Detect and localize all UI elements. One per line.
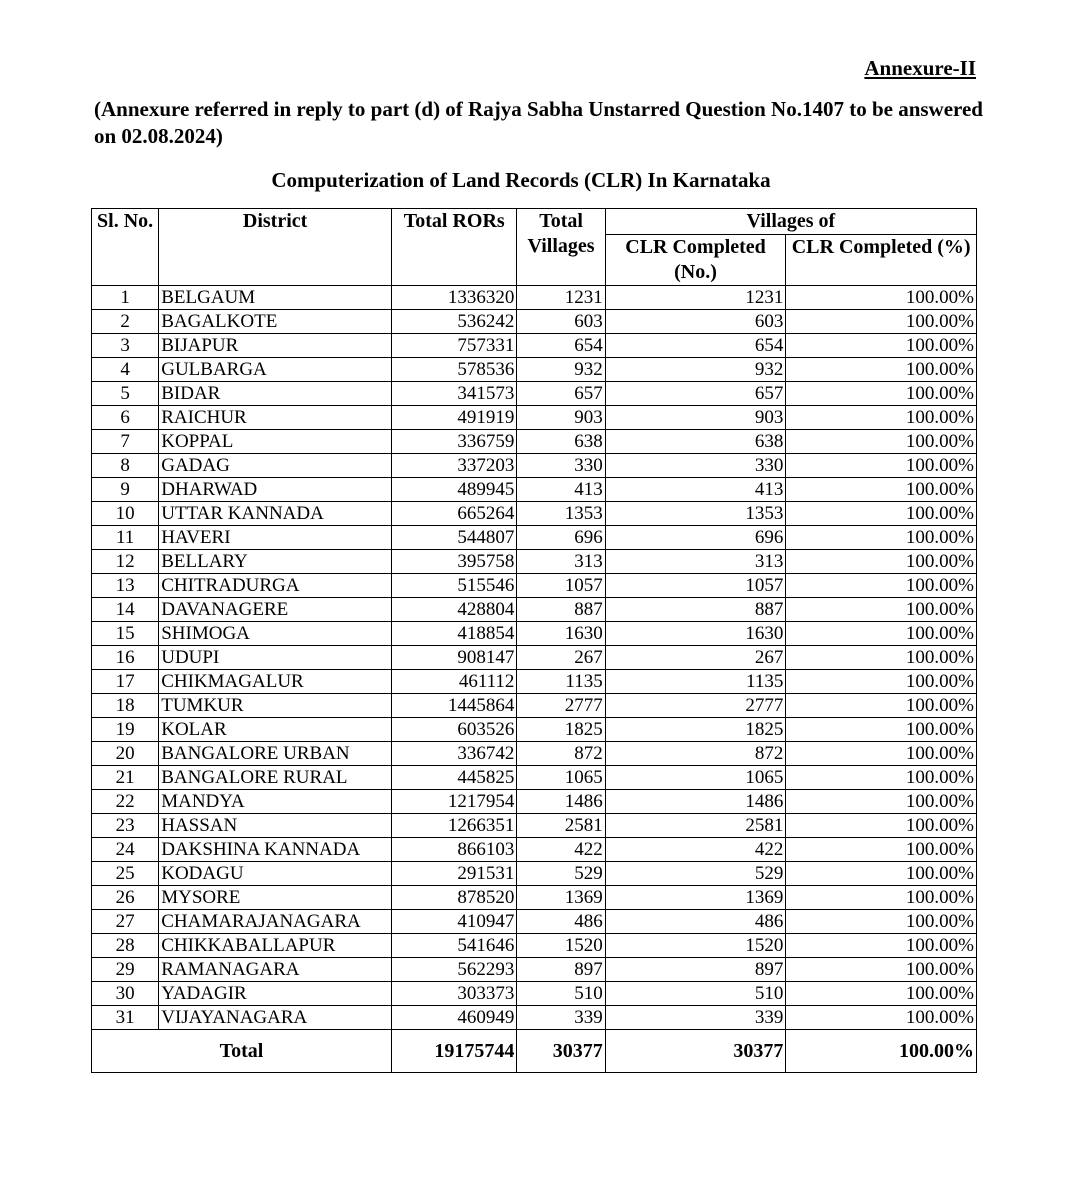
clr-completed-pct-cell: 100.00% <box>786 886 977 910</box>
sl-no-cell: 18 <box>92 694 159 718</box>
district-cell: BELLARY <box>159 550 392 574</box>
sl-no-cell: 9 <box>92 478 159 502</box>
district-cell: GULBARGA <box>159 358 392 382</box>
total-rors-cell: 428804 <box>392 598 517 622</box>
clr-completed-pct-cell: 100.00% <box>786 478 977 502</box>
total-villages-cell: 330 <box>517 454 605 478</box>
clr-completed-no-cell: 339 <box>605 1006 786 1030</box>
sl-no-cell: 8 <box>92 454 159 478</box>
total-villages-cell: 510 <box>517 982 605 1006</box>
district-cell: KOLAR <box>159 718 392 742</box>
reference-note: (Annexure referred in reply to part (d) of Rajya Sabha Unstarred Question No.1407 to be answered on 02.08.2024) <box>94 97 983 148</box>
sl-no-cell: 13 <box>92 574 159 598</box>
total-rors-cell: 536242 <box>392 310 517 334</box>
district-cell: DAKSHINA KANNADA <box>159 838 392 862</box>
district-cell: GADAG <box>159 454 392 478</box>
clr-completed-pct-cell: 100.00% <box>786 574 977 598</box>
sl-no-cell: 2 <box>92 310 159 334</box>
district-cell: RAMANAGARA <box>159 958 392 982</box>
clr-completed-pct-cell: 100.00% <box>786 694 977 718</box>
total-label: Total <box>92 1030 392 1073</box>
table-row <box>92 934 977 958</box>
clr-completed-pct-cell: 100.00% <box>786 598 977 622</box>
sl-no-cell: 29 <box>92 958 159 982</box>
clr-completed-pct-cell: 100.00% <box>786 286 977 310</box>
clr-completed-no-cell: 313 <box>605 550 786 574</box>
total-villages-cell: 696 <box>517 526 605 550</box>
total-rors-cell: 757331 <box>392 334 517 358</box>
clr-completed-no-cell: 932 <box>605 358 786 382</box>
sl-no-cell: 21 <box>92 766 159 790</box>
clr-completed-pct-cell: 100.00% <box>786 982 977 1006</box>
clr-completed-pct-cell: 100.00% <box>786 766 977 790</box>
district-cell: CHAMARAJANAGARA <box>159 910 392 934</box>
table-row <box>92 742 977 766</box>
district-cell: BANGALORE RURAL <box>159 766 392 790</box>
total-rors-cell: 291531 <box>392 862 517 886</box>
district-cell: BIDAR <box>159 382 392 406</box>
total-villages-cell: 1065 <box>517 766 605 790</box>
total-rors-cell: 603526 <box>392 718 517 742</box>
total-clr-pct: 100.00% <box>786 1030 977 1073</box>
table-row <box>92 838 977 862</box>
district-cell: CHIKKABALLAPUR <box>159 934 392 958</box>
clr-completed-pct-cell: 100.00% <box>786 334 977 358</box>
total-villages-cell: 1231 <box>517 286 605 310</box>
sl-no-cell: 23 <box>92 814 159 838</box>
table-row <box>92 310 977 334</box>
total-rors-cell: 445825 <box>392 766 517 790</box>
sl-no-cell: 22 <box>92 790 159 814</box>
clr-completed-no-cell: 1353 <box>605 502 786 526</box>
total-rors-cell: 410947 <box>392 910 517 934</box>
clr-completed-pct-cell: 100.00% <box>786 718 977 742</box>
district-cell: SHIMOGA <box>159 622 392 646</box>
total-rors-cell: 665264 <box>392 502 517 526</box>
clr-completed-no-cell: 1231 <box>605 286 786 310</box>
total-rors-cell: 1445864 <box>392 694 517 718</box>
district-cell: RAICHUR <box>159 406 392 430</box>
total-villages-cell: 1353 <box>517 502 605 526</box>
table-row <box>92 694 977 718</box>
table-row <box>92 454 977 478</box>
total-row <box>92 1030 977 1073</box>
table-row <box>92 406 977 430</box>
table-row <box>92 766 977 790</box>
table-row <box>92 598 977 622</box>
sl-no-cell: 24 <box>92 838 159 862</box>
sl-no-cell: 26 <box>92 886 159 910</box>
district-cell: KOPPAL <box>159 430 392 454</box>
clr-completed-pct-cell: 100.00% <box>786 430 977 454</box>
clr-completed-pct-cell: 100.00% <box>786 670 977 694</box>
total-villages-cell: 1520 <box>517 934 605 958</box>
total-rors-cell: 341573 <box>392 382 517 406</box>
sl-no-cell: 28 <box>92 934 159 958</box>
clr-completed-pct-cell: 100.00% <box>786 790 977 814</box>
sl-no-cell: 4 <box>92 358 159 382</box>
table-row <box>92 622 977 646</box>
total-villages-cell: 872 <box>517 742 605 766</box>
district-cell: UDUPI <box>159 646 392 670</box>
table-row <box>92 574 977 598</box>
clr-completed-no-cell: 2581 <box>605 814 786 838</box>
district-cell: VIJAYANAGARA <box>159 1006 392 1030</box>
clr-table <box>91 208 977 1073</box>
total-rors-cell: 878520 <box>392 886 517 910</box>
total-villages-cell: 529 <box>517 862 605 886</box>
clr-completed-no-cell: 1057 <box>605 574 786 598</box>
clr-completed-no-cell: 696 <box>605 526 786 550</box>
sl-no-cell: 15 <box>92 622 159 646</box>
clr-completed-no-cell: 486 <box>605 910 786 934</box>
total-rors: 19175744 <box>392 1030 517 1073</box>
clr-completed-no-cell: 510 <box>605 982 786 1006</box>
clr-completed-no-cell: 267 <box>605 646 786 670</box>
total-villages-cell: 486 <box>517 910 605 934</box>
clr-completed-pct-cell: 100.00% <box>786 622 977 646</box>
total-rors-cell: 303373 <box>392 982 517 1006</box>
clr-completed-pct-cell: 100.00% <box>786 1006 977 1030</box>
clr-completed-no-cell: 603 <box>605 310 786 334</box>
district-cell: CHIKMAGALUR <box>159 670 392 694</box>
clr-completed-pct-cell: 100.00% <box>786 862 977 886</box>
sl-no-cell: 6 <box>92 406 159 430</box>
sl-no-cell: 25 <box>92 862 159 886</box>
total-villages-cell: 2777 <box>517 694 605 718</box>
clr-completed-no-cell: 872 <box>605 742 786 766</box>
table-row <box>92 982 977 1006</box>
total-villages-cell: 267 <box>517 646 605 670</box>
total-rors-cell: 395758 <box>392 550 517 574</box>
table-row <box>92 790 977 814</box>
total-villages-cell: 422 <box>517 838 605 862</box>
sl-no-cell: 27 <box>92 910 159 934</box>
clr-completed-no-cell: 1486 <box>605 790 786 814</box>
total-villages-cell: 1630 <box>517 622 605 646</box>
clr-completed-pct-cell: 100.00% <box>786 646 977 670</box>
total-villages-cell: 657 <box>517 382 605 406</box>
total-rors-cell: 562293 <box>392 958 517 982</box>
table-row <box>92 814 977 838</box>
table-row <box>92 502 977 526</box>
header-clr-completed-pct: CLR Completed (%) <box>786 235 977 286</box>
table-row <box>92 646 977 670</box>
table-row <box>92 286 977 310</box>
clr-completed-pct-cell: 100.00% <box>786 838 977 862</box>
total-villages-cell: 1486 <box>517 790 605 814</box>
total-rors-cell: 515546 <box>392 574 517 598</box>
total-villages-cell: 638 <box>517 430 605 454</box>
table-row <box>92 910 977 934</box>
clr-completed-no-cell: 330 <box>605 454 786 478</box>
total-clr-no: 30377 <box>605 1030 786 1073</box>
sl-no-cell: 31 <box>92 1006 159 1030</box>
sl-no-cell: 7 <box>92 430 159 454</box>
clr-completed-pct-cell: 100.00% <box>786 454 977 478</box>
total-rors-cell: 337203 <box>392 454 517 478</box>
clr-completed-no-cell: 897 <box>605 958 786 982</box>
sl-no-cell: 3 <box>92 334 159 358</box>
clr-completed-pct-cell: 100.00% <box>786 934 977 958</box>
total-rors-cell: 491919 <box>392 406 517 430</box>
table-row <box>92 718 977 742</box>
clr-completed-no-cell: 1520 <box>605 934 786 958</box>
total-rors-cell: 578536 <box>392 358 517 382</box>
clr-completed-no-cell: 413 <box>605 478 786 502</box>
clr-completed-pct-cell: 100.00% <box>786 382 977 406</box>
sl-no-cell: 17 <box>92 670 159 694</box>
clr-completed-pct-cell: 100.00% <box>786 910 977 934</box>
header-district: District <box>159 209 392 286</box>
clr-completed-no-cell: 529 <box>605 862 786 886</box>
total-rors-cell: 541646 <box>392 934 517 958</box>
district-cell: HASSAN <box>159 814 392 838</box>
clr-completed-pct-cell: 100.00% <box>786 310 977 334</box>
total-villages-cell: 932 <box>517 358 605 382</box>
total-rors-cell: 336742 <box>392 742 517 766</box>
clr-completed-no-cell: 1135 <box>605 670 786 694</box>
clr-completed-pct-cell: 100.00% <box>786 358 977 382</box>
table-row <box>92 478 977 502</box>
total-rors-cell: 544807 <box>392 526 517 550</box>
total-rors-cell: 1336320 <box>392 286 517 310</box>
district-cell: TUMKUR <box>159 694 392 718</box>
total-villages-cell: 413 <box>517 478 605 502</box>
clr-completed-pct-cell: 100.00% <box>786 742 977 766</box>
district-cell: BIJAPUR <box>159 334 392 358</box>
sl-no-cell: 14 <box>92 598 159 622</box>
clr-completed-pct-cell: 100.00% <box>786 958 977 982</box>
sl-no-cell: 1 <box>92 286 159 310</box>
total-villages-cell: 1057 <box>517 574 605 598</box>
table-row <box>92 886 977 910</box>
district-cell: YADAGIR <box>159 982 392 1006</box>
total-villages-cell: 887 <box>517 598 605 622</box>
sl-no-cell: 30 <box>92 982 159 1006</box>
table-row <box>92 526 977 550</box>
table-row <box>92 670 977 694</box>
header-villages-of: Villages of <box>605 209 976 235</box>
clr-completed-pct-cell: 100.00% <box>786 550 977 574</box>
document-title: Computerization of Land Records (CLR) In Karnataka <box>271 168 771 192</box>
total-villages-cell: 339 <box>517 1006 605 1030</box>
district-cell: KODAGU <box>159 862 392 886</box>
table-row <box>92 550 977 574</box>
district-cell: BANGALORE URBAN <box>159 742 392 766</box>
clr-completed-no-cell: 2777 <box>605 694 786 718</box>
table-row <box>92 958 977 982</box>
clr-completed-pct-cell: 100.00% <box>786 502 977 526</box>
table-row <box>92 430 977 454</box>
sl-no-cell: 10 <box>92 502 159 526</box>
table-row <box>92 334 977 358</box>
total-villages-cell: 1135 <box>517 670 605 694</box>
header-total-villages: Total Villages <box>517 209 605 286</box>
clr-completed-pct-cell: 100.00% <box>786 814 977 838</box>
clr-completed-no-cell: 638 <box>605 430 786 454</box>
clr-completed-no-cell: 1630 <box>605 622 786 646</box>
total-villages-cell: 903 <box>517 406 605 430</box>
header-sl-no: Sl. No. <box>92 209 159 286</box>
district-cell: CHITRADURGA <box>159 574 392 598</box>
total-rors-cell: 489945 <box>392 478 517 502</box>
total-villages-cell: 654 <box>517 334 605 358</box>
clr-completed-no-cell: 1825 <box>605 718 786 742</box>
district-cell: HAVERI <box>159 526 392 550</box>
header-clr-completed-no: CLR Completed (No.) <box>605 235 786 286</box>
header-total-rors: Total RORs <box>392 209 517 286</box>
total-villages-cell: 1825 <box>517 718 605 742</box>
total-villages-cell: 313 <box>517 550 605 574</box>
sl-no-cell: 16 <box>92 646 159 670</box>
district-cell: DHARWAD <box>159 478 392 502</box>
district-cell: BELGAUM <box>159 286 392 310</box>
clr-completed-no-cell: 657 <box>605 382 786 406</box>
total-rors-cell: 1266351 <box>392 814 517 838</box>
annexure-label: Annexure-II <box>864 56 976 80</box>
total-villages-cell: 603 <box>517 310 605 334</box>
clr-completed-no-cell: 903 <box>605 406 786 430</box>
clr-completed-no-cell: 654 <box>605 334 786 358</box>
clr-completed-no-cell: 1369 <box>605 886 786 910</box>
clr-completed-pct-cell: 100.00% <box>786 526 977 550</box>
district-cell: BAGALKOTE <box>159 310 392 334</box>
total-villages-cell: 897 <box>517 958 605 982</box>
total-villages-cell: 1369 <box>517 886 605 910</box>
table-row <box>92 382 977 406</box>
total-villages: 30377 <box>517 1030 605 1073</box>
sl-no-cell: 12 <box>92 550 159 574</box>
total-rors-cell: 418854 <box>392 622 517 646</box>
district-cell: MANDYA <box>159 790 392 814</box>
sl-no-cell: 20 <box>92 742 159 766</box>
table-row <box>92 862 977 886</box>
sl-no-cell: 5 <box>92 382 159 406</box>
clr-completed-no-cell: 422 <box>605 838 786 862</box>
district-cell: MYSORE <box>159 886 392 910</box>
total-rors-cell: 866103 <box>392 838 517 862</box>
sl-no-cell: 11 <box>92 526 159 550</box>
district-cell: UTTAR KANNADA <box>159 502 392 526</box>
sl-no-cell: 19 <box>92 718 159 742</box>
total-rors-cell: 461112 <box>392 670 517 694</box>
total-rors-cell: 336759 <box>392 430 517 454</box>
district-cell: DAVANAGERE <box>159 598 392 622</box>
clr-completed-pct-cell: 100.00% <box>786 406 977 430</box>
total-rors-cell: 908147 <box>392 646 517 670</box>
table-row <box>92 358 977 382</box>
table-row <box>92 1006 977 1030</box>
total-villages-cell: 2581 <box>517 814 605 838</box>
total-rors-cell: 1217954 <box>392 790 517 814</box>
total-rors-cell: 460949 <box>392 1006 517 1030</box>
clr-completed-no-cell: 887 <box>605 598 786 622</box>
clr-completed-no-cell: 1065 <box>605 766 786 790</box>
